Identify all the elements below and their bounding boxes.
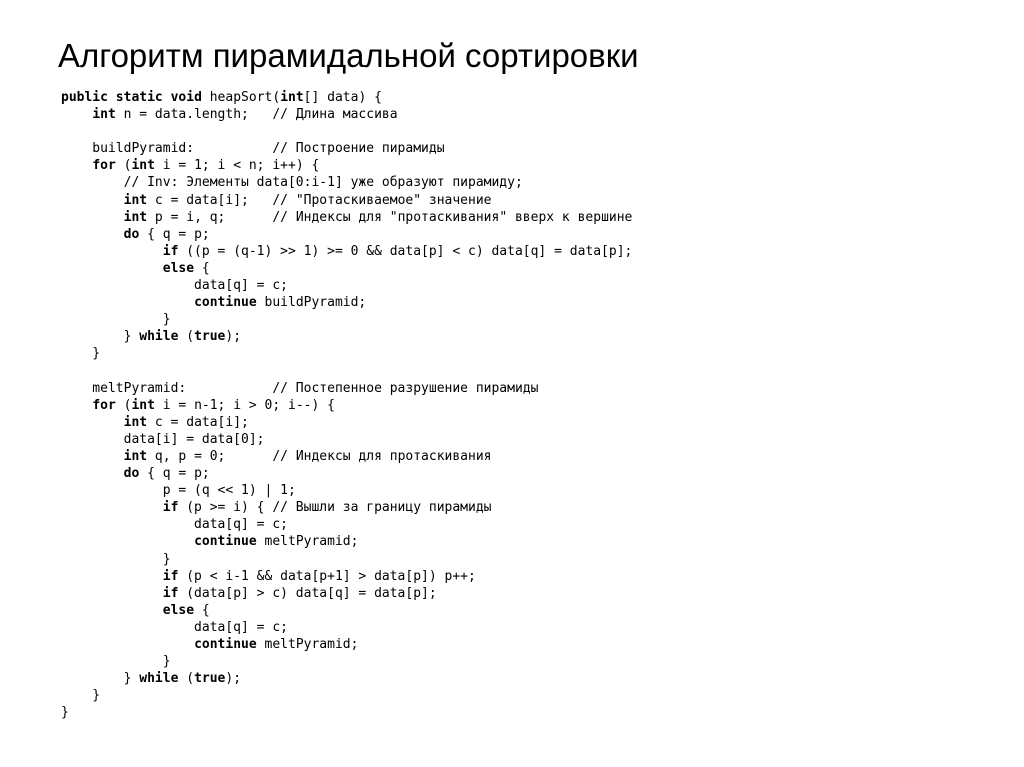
code-line: int n = data.length; // Длина массива bbox=[92, 107, 398, 123]
code-line: } bbox=[61, 688, 101, 704]
code-line: continue meltPyramid; bbox=[194, 637, 359, 652]
code-line: } while (true); bbox=[61, 671, 242, 687]
code-line: else { bbox=[162, 602, 210, 618]
code-line: continue meltPyramid; bbox=[194, 534, 359, 550]
code-line: meltPyramid: // Постепенное разрушение пирамиды bbox=[61, 380, 539, 396]
code-line: if (p < i-1 && data[p+1] > data[p]) p++; bbox=[162, 568, 476, 584]
code-line: p = (q << 1) | 1; bbox=[61, 483, 296, 499]
code-line: } bbox=[61, 654, 171, 670]
code-line: } while (true); bbox=[61, 329, 242, 345]
code-line: do { q = p; bbox=[123, 466, 210, 482]
code-line: } bbox=[61, 346, 101, 362]
code-line: if (data[p] > c) data[q] = data[p]; bbox=[162, 585, 437, 601]
code-line: } bbox=[61, 312, 171, 328]
code-line: else { bbox=[162, 260, 210, 276]
code-line: int c = data[i]; // "Протаскиваемое" значение bbox=[123, 192, 492, 208]
code-line: if ((p = (q-1) >> 1) >= 0 && data[p] < c) data[q] = data[p]; bbox=[162, 243, 633, 259]
code-line: public static void heapSort(int[] data) { bbox=[61, 90, 382, 105]
slide-title: Алгоритм пирамидальной сортировки bbox=[58, 37, 639, 74]
code-line: // Inv: Элементы data[0:i-1] уже образуют пирамиду; bbox=[123, 175, 523, 191]
code-line: int c = data[i]; bbox=[123, 414, 249, 430]
code-line: for (int i = n-1; i > 0; i--) { bbox=[92, 397, 335, 413]
code-line: data[q] = c; bbox=[61, 278, 288, 294]
code-line: int q, p = 0; // Индексы для протаскивания bbox=[123, 448, 492, 464]
code-line: } bbox=[61, 705, 69, 721]
code-line bbox=[61, 363, 632, 380]
code-line: data[q] = c; bbox=[61, 517, 288, 533]
code-line: int p = i, q; // Индексы для "протаскивания" вверх к вершине bbox=[123, 209, 633, 225]
code-line: data[q] = c; bbox=[61, 619, 288, 635]
code-line: if (p >= i) { // Вышли за границу пирамиды bbox=[162, 500, 492, 516]
code-line: data[i] = data[0]; bbox=[61, 431, 265, 447]
code-line: do { q = p; bbox=[123, 226, 210, 242]
code-listing bbox=[61, 89, 632, 721]
code-line: continue buildPyramid; bbox=[194, 295, 367, 311]
code-line bbox=[61, 123, 632, 140]
code-line: } bbox=[61, 551, 171, 567]
code-line: buildPyramid: // Построение пирамиды bbox=[61, 141, 445, 157]
code-line: for (int i = 1; i < n; i++) { bbox=[92, 158, 320, 174]
